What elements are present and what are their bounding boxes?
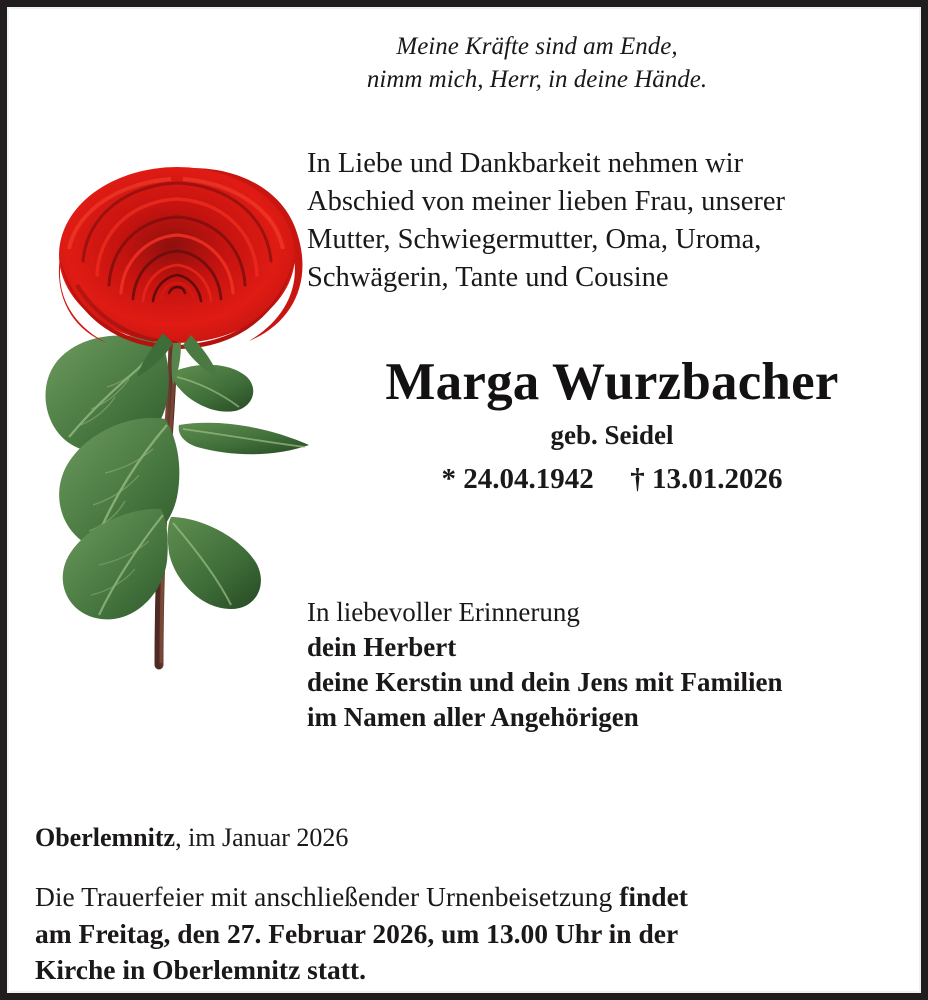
memorial-text: [307, 595, 922, 735]
place-name: Oberlemnitz: [35, 823, 176, 852]
service-line-1-bold: findet: [619, 881, 688, 912]
life-dates: [307, 463, 917, 496]
death-date: 13.01.2026: [652, 462, 783, 495]
epigraph-line-2: nimm mich, Herr, in deine Hände.: [366, 65, 708, 93]
intro-line-4: Schwägerin, Tante und Cousine: [307, 261, 669, 293]
memorial-line-4: im Namen aller Angehörigen: [307, 702, 639, 733]
birth-date: 24.04.1942: [463, 462, 594, 495]
memorial-line-1: In liebevoller Erinnerung: [307, 597, 580, 627]
service-line-1: [35, 879, 910, 916]
intro-line-3: Mutter, Schwiegermutter, Oma, Uroma,: [307, 223, 762, 255]
funeral-service-details: [35, 879, 910, 989]
epigraph-verse: [187, 31, 887, 96]
birth-symbol-icon: *: [441, 462, 456, 495]
death-cross-icon: †: [630, 462, 645, 495]
place-and-date-line: [35, 823, 348, 853]
service-line-1-regular: Die Trauerfeier mit anschließender Urnenbeisetzung: [35, 881, 620, 912]
memorial-line-2: dein Herbert: [307, 632, 457, 663]
place-date-rest: , im Januar 2026: [175, 823, 349, 852]
service-line-3: Kirche in Oberlemnitz statt.: [35, 954, 366, 986]
deceased-name: Marga Wurzbacher: [385, 353, 839, 411]
service-line-2: am Freitag, den 27. Februar 2026, um 13.00 Uhr in der: [35, 917, 679, 949]
maiden-name: geb. Seidel: [550, 419, 674, 450]
intro-text: [307, 145, 917, 297]
epigraph-line-1: Meine Kräfte sind am Ende,: [396, 33, 678, 60]
deceased-name-block: [307, 355, 917, 496]
intro-line-1: In Liebe und Dankbarkeit nehmen wir: [307, 148, 744, 179]
intro-line-2: Abschied von meiner lieben Frau, unserer: [307, 185, 786, 217]
red-rose-illustration: [25, 157, 335, 687]
memorial-line-3: deine Kerstin und dein Jens mit Familien: [307, 667, 783, 698]
